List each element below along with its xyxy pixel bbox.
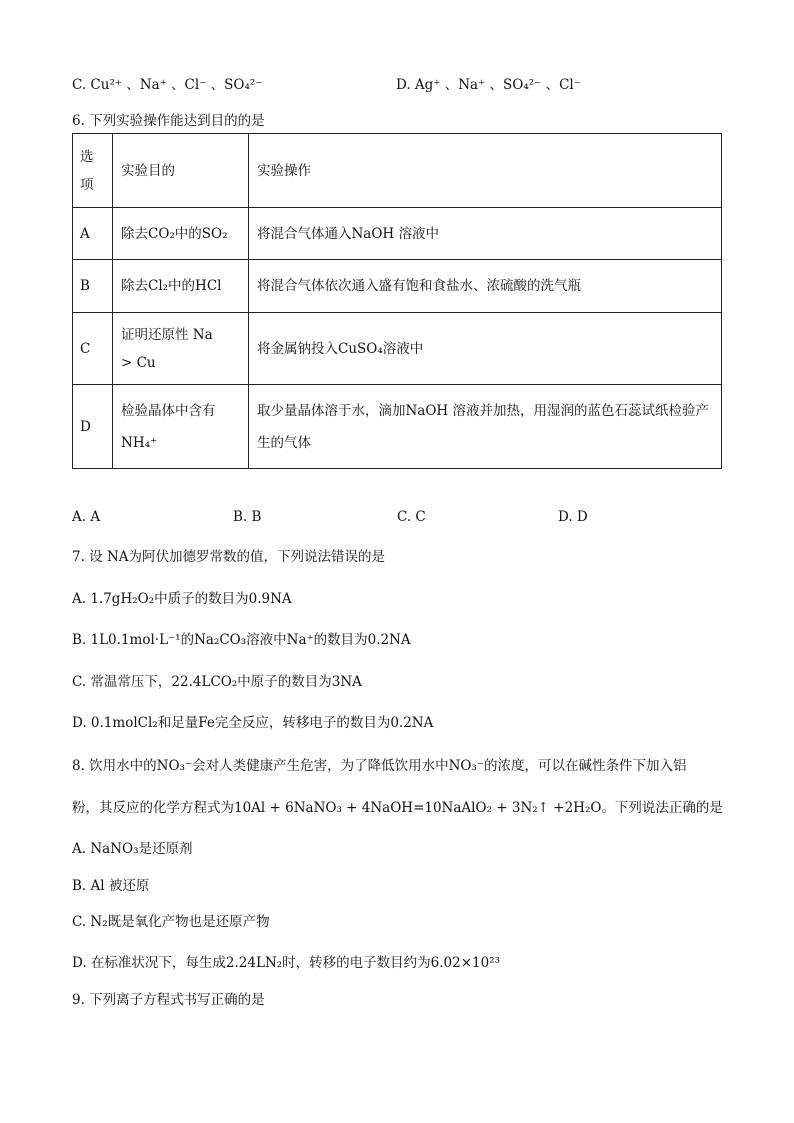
q7-option-b[interactable]: B. 1L0.1mol·L⁻¹的Na₂CO₃溶液中Na⁺的数目为0.2NA (72, 632, 411, 648)
experiment-table (72, 133, 722, 469)
q7-option-a[interactable]: A. 1.7gH₂O₂中质子的数目为0.9NA (72, 591, 292, 607)
header-operation: 实验操作 (249, 134, 722, 208)
q6-stem: 6. 下列实验操作能达到目的的是 (72, 113, 265, 129)
row-operation: 将金属钠投入CuSO₄溶液中 (249, 313, 722, 385)
q6-choice-d[interactable]: D. D (558, 509, 588, 525)
q6-choice-b[interactable]: B. B (233, 509, 262, 525)
row-purpose: 除去CO₂中的SO₂ (113, 208, 249, 260)
q8-option-c[interactable]: C. N₂既是氧化产物也是还原产物 (72, 914, 270, 930)
table-row (73, 208, 722, 260)
row-option: C (73, 313, 113, 385)
row-option: D (73, 385, 113, 469)
row-operation: 将混合气体依次通入盛有饱和食盐水、浓硫酸的洗气瓶 (249, 260, 722, 313)
q7-stem: 7. 设 NA为阿伏加德罗常数的值，下列说法错误的是 (72, 549, 386, 565)
table-row (73, 385, 722, 469)
table-header-row (73, 134, 722, 208)
q5-option-c: C. Cu²⁺ 、Na⁺ 、Cl⁻ 、SO₄²⁻ (72, 77, 263, 93)
row-purpose: 证明还原性 Na > Cu (113, 313, 249, 385)
row-purpose: 检验晶体中含有 NH₄⁺ (113, 385, 249, 469)
row-option: A (73, 208, 113, 260)
q9-stem: 9. 下列离子方程式书写正确的是 (72, 992, 265, 1008)
table-row (73, 313, 722, 385)
q8-option-d[interactable]: D. 在标准状况下，每生成2.24LN₂时，转移的电子数目约为6.02×10²³ (72, 955, 501, 971)
row-operation: 取少量晶体溶于水，滴加NaOH 溶液并加热，用湿润的蓝色石蕊试纸检验产生的气体 (249, 385, 722, 469)
q8-stem-line2: 粉，其反应的化学方程式为10Al + 6NaNO₃ + 4NaOH=10NaAlO₂ + 3N₂↑ +2H₂O。下列说法正确的是 (72, 800, 723, 816)
q8-option-a[interactable]: A. NaNO₃是还原剂 (72, 841, 193, 857)
q6-choice-a[interactable]: A. A (72, 509, 101, 525)
header-purpose: 实验目的 (113, 134, 249, 208)
q8-stem-line1: 8. 饮用水中的NO₃⁻会对人类健康产生危害，为了降低饮用水中NO₃⁻的浓度，可以在碱性条件下加入铝 (72, 758, 687, 774)
row-operation: 将混合气体通入NaOH 溶液中 (249, 208, 722, 260)
q5-option-d: D. Ag⁺ 、Na⁺ 、SO₄²⁻ 、Cl⁻ (396, 77, 581, 93)
q6-choice-c[interactable]: C. C (397, 509, 426, 525)
q8-option-b[interactable]: B. Al 被还原 (72, 878, 150, 894)
q7-option-c[interactable]: C. 常温常压下，22.4LCO₂中原子的数目为3NA (72, 674, 362, 690)
q7-option-d[interactable]: D. 0.1molCl₂和足量Fe完全反应，转移电子的数目为0.2NA (72, 715, 434, 731)
header-option: 选项 (73, 134, 113, 208)
table-row (73, 260, 722, 313)
row-purpose: 除去Cl₂中的HCl (113, 260, 249, 313)
row-option: B (73, 260, 113, 313)
